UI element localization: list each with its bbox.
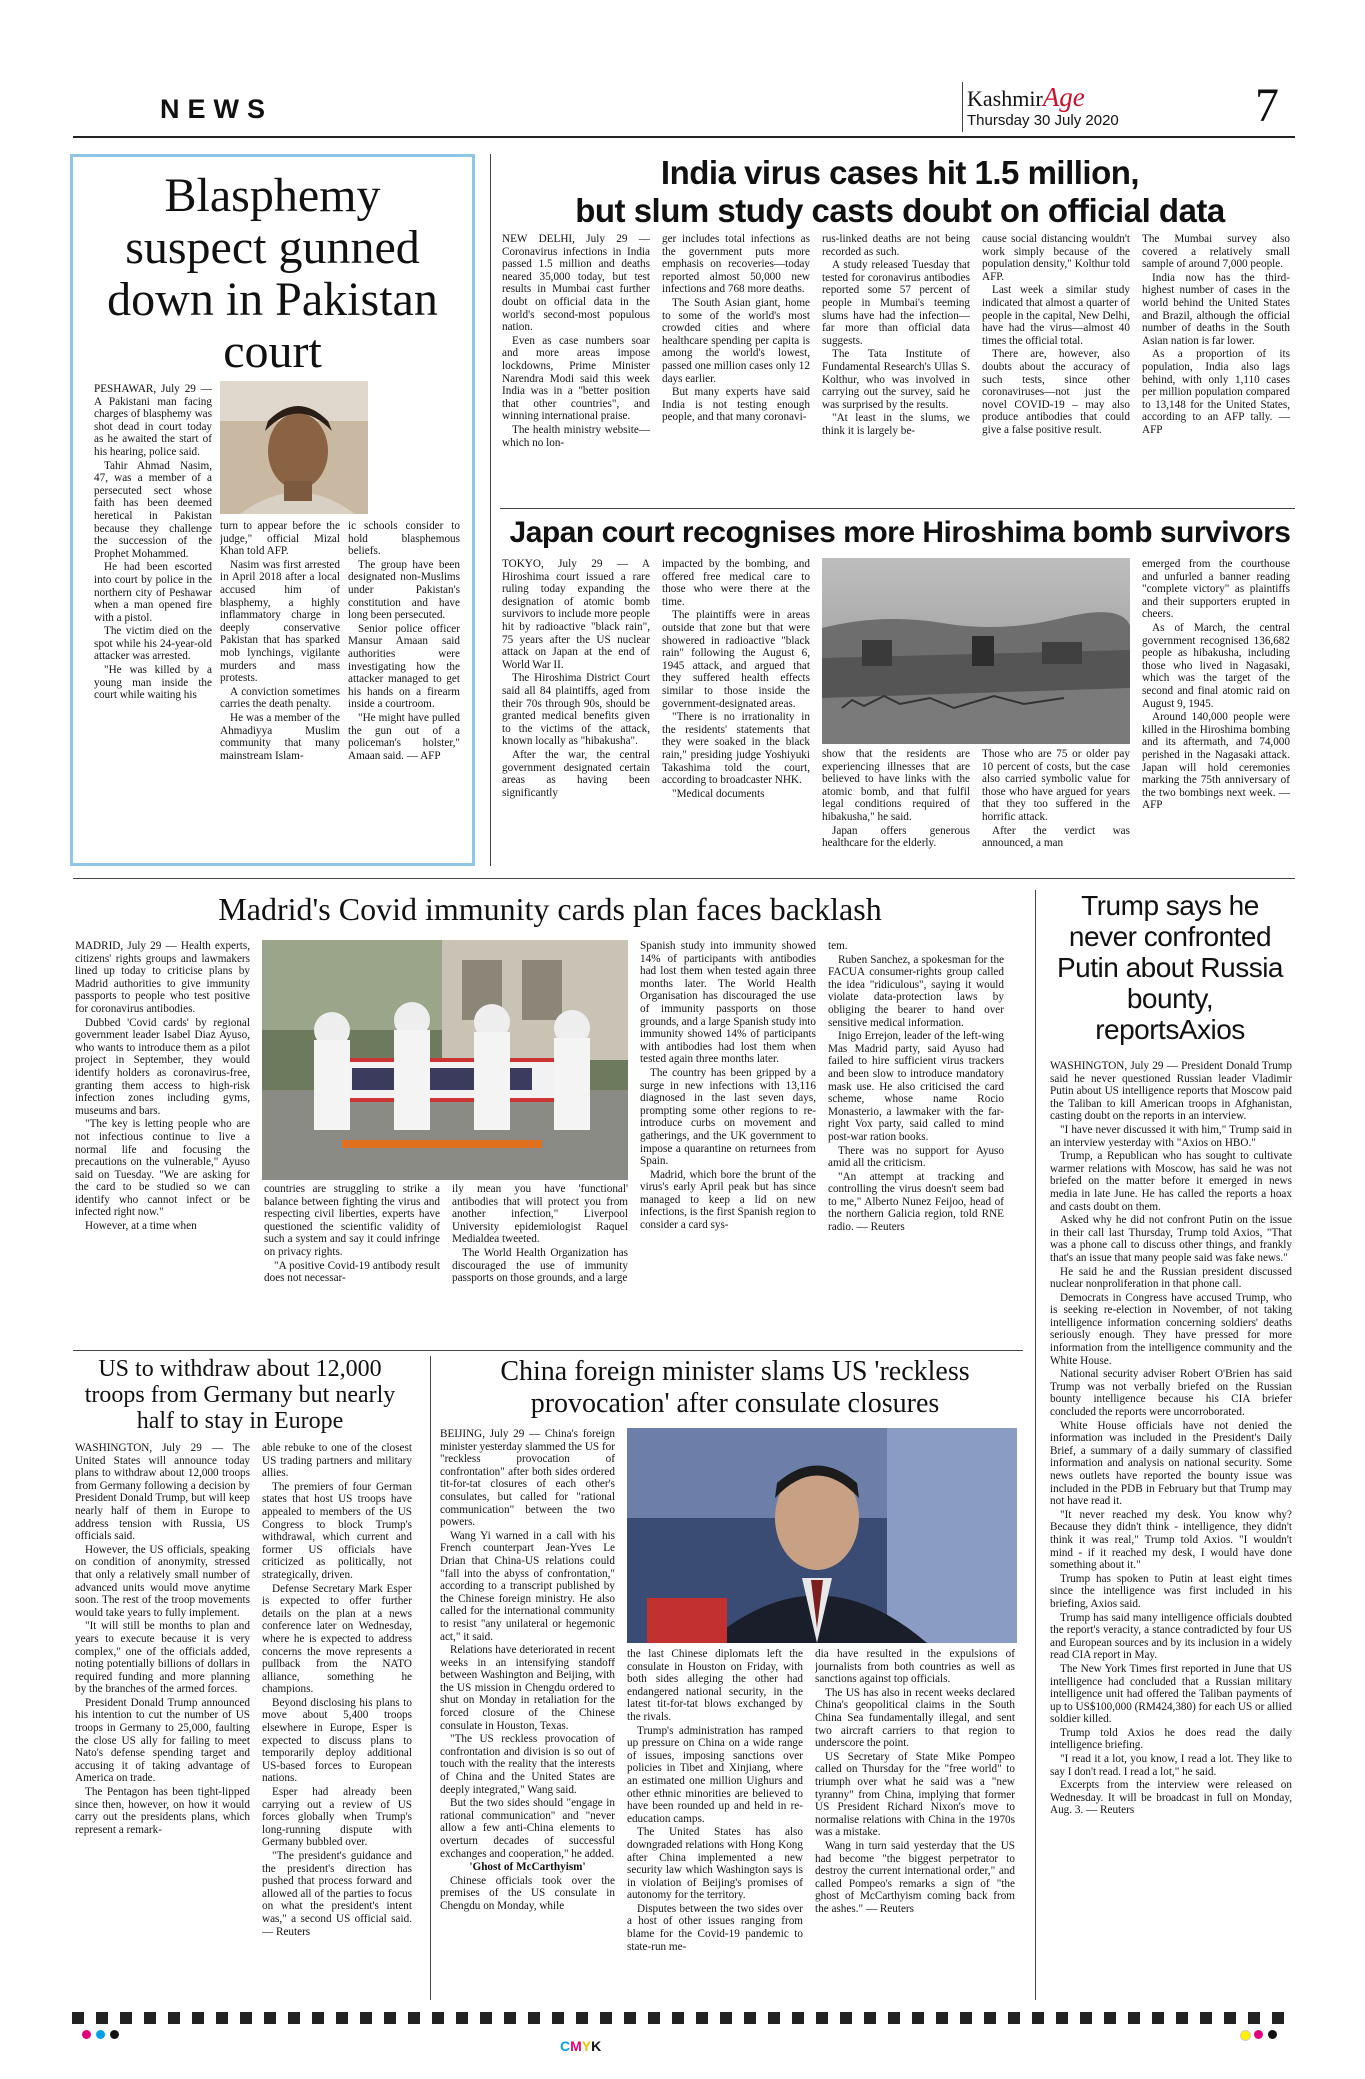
section-label: NEWS <box>160 94 273 124</box>
footer-bar <box>72 2012 1294 2024</box>
paragraph: The US has also in recent weeks declared China's geopolitical claims in the South China Sea fundamentally illegal, and sent two aircraft carriers to that region to underscore the point. <box>815 1686 1015 1750</box>
paragraph: The plaintiffs were in areas outside that zone but that were showered in radioactive "black rain" following the August 6, 1945 attack, and argued that they suffered health effects similar to those inside the government-designated areas. <box>662 609 810 710</box>
india-headline-2: but slum study casts doubt on official data <box>575 192 1225 229</box>
madrid-col-4 <box>640 940 816 1338</box>
paragraph: Beyond disclosing his plans to move about 5,400 troops elsewhere in Europe, Esper is expected to discuss plans to temporarily deploy additional US-based forces to European nations. <box>262 1696 412 1785</box>
paragraph: "It will still be months to plan and years to execute because it is very complex," one of the officials added, noting potentially billions of dollars in required funding and more planning by the branches of the armed forces. <box>75 1620 250 1696</box>
cmyk-y: Y <box>581 2038 592 2054</box>
blasphemy-photo <box>220 381 368 514</box>
paragraph: "He was killed by a young man inside the court while waiting his <box>94 664 212 702</box>
paragraph: Chinese officials took over the premises of the US consulate in Chengdu on Monday, while <box>440 1874 615 1912</box>
paragraph: The Hiroshima District Court said all 84 plaintiffs, aged from their 70s through 90s, should be granted medical benefits given to the victims of the attack, known locally as "hibakusha". <box>502 672 650 748</box>
paragraph: NEW DELHI, July 29 — Coronavirus infections in India passed 1.5 million and deaths neared 35,000 today, but test results in Mumbai cast further doubt on official data in the world's second-most populous nation. <box>502 233 650 334</box>
section-rule <box>73 1350 1023 1351</box>
paragraph: turn to appear before the judge," official Mizal Khan told AFP. <box>220 520 340 558</box>
registration-mark <box>110 2030 119 2039</box>
paragraph: countries are struggling to strike a balance between fighting the virus and respecting civil liberties, experts have questioned the scientific validity of such a system and say it could infringe on privacy rights. <box>264 1183 440 1258</box>
trump-col-1 <box>1050 1060 1292 1998</box>
paragraph: Asked why he did not confront Putin on the issue in their call last Thursday, Trump told Axios, "That was a phone call to discuss other things, and frankly that's an issue that many people said was fake news." <box>1050 1214 1292 1264</box>
paragraph: show that the residents are experiencing illnesses that are believed to have links with the atomic bomb, and that fulfil legal conditions required of hibakusha," he said. <box>822 748 970 823</box>
india-col-1 <box>502 233 650 493</box>
registration-mark <box>82 2030 91 2039</box>
paragraph: White House officials have not denied the information was included in the President's Daily Brief, a summary of a daily summary of classified information and analysis on national security. Some news outlets have reported the bounty issue was included in the PDB in February but that Trump may not have read it. <box>1050 1419 1292 1508</box>
paragraph: Trump, a Republican who has sought to cultivate warmer relations with Moscow, has said he was not briefed on the matter before it emerged in news media in late June. He has called the reports a hoax and casts doubt on them. <box>1050 1150 1292 1213</box>
paragraph: the last Chinese diplomats left the consulate in Houston on Friday, with both sides alleging the other had endangered national security, in the latest tit-for-tat blows exchanged by the rivals. <box>627 1648 803 1723</box>
us-germany-headline: US to withdraw about 12,000 troops from Germany but nearly half to stay in Europe <box>84 1356 396 1434</box>
paragraph: PESHAWAR, July 29 — A Pakistani man facing charges of blasphemy was shot dead in court today as he awaited the start of his hearing, police said. <box>94 383 212 458</box>
hiroshima-photo <box>822 558 1130 744</box>
paragraph: "It never reached my desk. You know why? Because they didn't think - intelligence, they didn't think it was real," Trump told Axios. "I wouldn't mind - if it reached my desk, I would have done something about it." <box>1050 1508 1292 1572</box>
japan-col-2 <box>662 558 810 858</box>
paragraph: MADRID, July 29 — Health experts, citizens' rights groups and lawmakers lined up today to criticise plans by Madrid authorities to give immunity passports to people who test positive for coronavirus antibodies. <box>75 940 250 1015</box>
paragraph: tem. <box>828 940 848 952</box>
paragraph: A study released Tuesday that tested for coronavirus antibodies reported some 57 percent of people in Mumbai's teeming slums have had the infection—far more than official data suggests. <box>822 259 970 347</box>
india-col-3 <box>822 233 970 493</box>
paragraph: He had been escorted into court by police in the northern city of Peshawar when a man opened fire with a pistol. <box>94 561 212 624</box>
brand-left: Kashmir <box>967 86 1043 111</box>
column-divider <box>490 154 491 866</box>
china-col-1 <box>440 1428 615 1998</box>
paragraph: BEIJING, July 29 — China's foreign minister yesterday slammed the US for "reckless provocation of confrontation" after both sides ordered tit-for-tat closures of each other's consulates, but called for "rational communication" between the two powers. <box>440 1428 615 1529</box>
paragraph: Relations have deteriorated in recent weeks in an intensifying standoff between Washington and Beijing, with the US mission in Chengdu ordered to shut on Monday in retaliation for the forced closure of the Chinese consulate in Houston, Texas. <box>440 1644 615 1732</box>
india-col-5 <box>1142 233 1290 493</box>
india-col-4 <box>982 233 1130 493</box>
paragraph: Madrid, which bore the brunt of the virus's early April peak but has since managed to keep a lid on new infections, is the first Spanish region to consider a card sys- <box>640 1168 816 1232</box>
paragraph: ic schools consider to hold blasphemous beliefs. <box>348 520 460 558</box>
paragraph: WASHINGTON, July 29 — The United States will announce today plans to withdraw about 12,000 troops from Germany following a decision by President Donald Trump, but will keep nearly half of them in Europe to address tension with Russia, US officials said. <box>75 1442 250 1543</box>
cmyk-label <box>560 2038 601 2054</box>
paragraph: Dubbed 'Covid cards' by regional government leader Isabel Diaz Ayuso, who wants to introduce them as a pilot project in September, they would identify holders as coronavirus-free, granting them access to high-risk infection zones including gyms, museums and bars. <box>75 1016 250 1117</box>
header-rule <box>73 136 1295 138</box>
paragraph: He was a member of the Ahmadiyya Muslim community that many mainstream Islam- <box>220 711 340 762</box>
paragraph: "He might have pulled the gun out of a policeman's holster," Amaan said. — AFP <box>348 711 460 762</box>
china-headline-1: China foreign minister slams US 'reckless <box>500 1356 970 1387</box>
paragraph: Trump's administration has ramped up pressure on China on a wide range of issues, imposing sanctions over policies in Tibet and Xinjiang, where an estimated one million Uighurs and other ethnic minorities are believed to have been rounded up and held in re-education camps. <box>627 1724 803 1825</box>
paragraph: After the verdict was announced, a man <box>982 824 1130 850</box>
paragraph: 'Ghost of McCarthyism' <box>469 1861 586 1874</box>
paragraph: Democrats in Congress have accused Trump, who is seeking re-election in November, of not taking intelligence information concerning soldiers' deaths seriously enough. They have pressed for more information from the intelligence community and the White House. <box>1050 1291 1292 1367</box>
paragraph: "An attempt at tracking and controlling the virus doesn't seem bad to me," Alberto Nunez Feijoo, head of the northern Galicia region, told RNE radio. — Reuters <box>828 1170 1004 1234</box>
madrid-col-1 <box>75 940 250 1338</box>
cmyk-k: K <box>591 2038 602 2054</box>
paragraph: "Medical documents <box>672 787 765 800</box>
paragraph: emerged from the courthouse and unfurled a banner reading "complete victory" as plaintiffs and their supporters erupted in cheers. <box>1142 558 1290 621</box>
paragraph: The victim died on the spot while his 24-year-old attacker was arrested. <box>94 625 212 663</box>
paragraph: Senior police officer Mansur Amaan said authorities were investigating how the attacker managed to get his hands on a firearm inside a courtroom. <box>348 622 460 711</box>
paragraph: A conviction sometimes carries the death penalty. <box>220 685 340 711</box>
paragraph: Excerpts from the interview were released on Wednesday. It will be broadcast in full on Monday, Aug. 3. — Reuters <box>1050 1779 1292 1817</box>
us-germany-col-2 <box>262 1442 412 1998</box>
madrid-col-5 <box>828 940 1004 1338</box>
cmyk-m: M <box>570 2038 582 2054</box>
paragraph: "I read it a lot, you know, I read a lot. They like to say I don't read. I read a lot," he said. <box>1050 1753 1292 1778</box>
registration-mark <box>1268 2030 1277 2039</box>
paragraph: The premiers of four German states that host US troops have appealed to members of the US Congress to block Trump's withdrawal, which current and former US officials have criticized as politically, not strategically, driven. <box>262 1480 412 1581</box>
paragraph: cause social distancing wouldn't work simply because of the population density," Kolthur told AFP. <box>982 233 1130 283</box>
column-divider <box>1035 890 1036 2000</box>
paragraph: But the two sides should "engage in rational communication" and "never allow a few anti-China elements to overturn decades of successful exchanges and cooperation," he added. <box>440 1797 615 1860</box>
japan-col-5 <box>1142 558 1290 858</box>
india-col-2 <box>662 233 810 493</box>
madrid-col-2 <box>264 1183 440 1338</box>
paragraph: But many experts have said India is not testing enough people, and that many coronavi- <box>662 386 810 424</box>
paragraph: Even as case numbers soar and more areas impose lockdowns, Prime Minister Narendra Modi said this week India was in a "better position that other countries", and winning international praise. <box>502 334 650 423</box>
paragraph: The New York Times first reported in June that US intelligence had concluded that a Russian military intelligence unit had offered the Taliban payments of up to US$100,000 (RM424,380) for each US or allied soldier killed. <box>1050 1662 1292 1726</box>
paragraph: dia have resulted in the expulsions of journalists from both countries as well as sanctions against top officials. <box>815 1648 1015 1686</box>
china-headline-2: provocation' after consulate closures <box>530 1388 940 1419</box>
paragraph: US Secretary of State Mike Pompeo called on Thursday for the "free world" to triumph over what he said was a "new tyranny" from China, implying that former US President Richard Nixon's move to normalise relations with China in the 1970s was a mistake. <box>815 1750 1015 1839</box>
us-germany-col-1 <box>75 1442 250 1998</box>
paragraph: There was no support for Ayuso amid all the criticism. <box>828 1144 1004 1170</box>
paragraph: However, at a time when <box>85 1220 197 1233</box>
paragraph: "I have never discussed it with him," Trump said in an interview yesterday with "Axios on HBO." <box>1050 1123 1292 1149</box>
cmyk-c: C <box>560 2038 571 2054</box>
paragraph: However, the US officials, speaking on condition of anonymity, stressed that only a relatively small number of advanced units would move anytime soon. The rest of the troop movements would take years to fully implement. <box>75 1543 250 1619</box>
paragraph: ger includes total infections as the government puts more emphasis on recoveries—today reported almost 50,000 new infections and 768 more deaths. <box>662 233 810 296</box>
paragraph: President Donald Trump announced his intention to cut the number of US troops in Germany to 25,000, faulting the close US ally for failing to meet Nato's defense spending target and accusing it of taking advantage of America on trade. <box>75 1696 250 1785</box>
paragraph: He said he and the Russian president discussed nuclear nonproliferation in that phone call. <box>1050 1265 1292 1291</box>
paragraph: The Pentagon has been tight-lipped since then, however, on how it would carry out the presidents plans, which represent a remark- <box>75 1786 250 1836</box>
trump-headline: Trump says he never confronted Putin about Russia bounty, reportsAxios <box>1056 890 1284 1045</box>
paragraph: Disputes between the two sides over a host of other issues ranging from blame for the Covid-19 pandemic to state-run me- <box>627 1902 803 1953</box>
blasphemy-col-1 <box>94 383 212 853</box>
paragraph: The country has been gripped by a surge in new infections with 13,116 diagnosed in the last seven days, prompting some other regions to re-introduce curbs on movement and gatherings, and the UK government to impose a quarantine on returnees from Spain. <box>640 1066 816 1168</box>
paragraph: The health ministry website—which no lon- <box>502 423 650 449</box>
paragraph: WASHINGTON, July 29 — President Donald Trump said he never questioned Russian leader Vladimir Putin about US intelligence reports that Moscow paid the Taliban to kill American troops in Afghanistan, casting doubt on the reports in an interview. <box>1050 1060 1292 1123</box>
paragraph: rus-linked deaths are not being recorded as such. <box>822 233 970 258</box>
paragraph: The United States has also downgraded relations with Hong Kong after China implemented a new security law which Washington says is in violation of Beijing's promises of autonomy for the territory. <box>627 1826 803 1902</box>
paragraph: Wang Yi warned in a call with his French counterpart Jean-Yves Le Drian that China-US relations could "fall into the abyss of confrontation," according to a transcript published by the Chinese foreign ministry. He also called for the international community to resist "any unilateral or hegemonic act," it said. <box>440 1529 615 1643</box>
paragraph: "There is no irrationality in the residents' statements that they were soaked in the black rain," presiding judge Yoshiyuki Takashima told the court, according to broadcaster NHK. <box>662 711 810 787</box>
header-divider <box>962 82 963 132</box>
india-headline-1: India virus cases hit 1.5 million, <box>660 154 1140 191</box>
paragraph: "At least in the slums, we think it is largely be- <box>822 412 970 437</box>
paragraph: ily mean you have 'functional' antibodies that will protect you from another infection," Liverpool University epidemiologist Raquel Medialdea tweeted. <box>452 1183 628 1246</box>
paragraph: Last week a similar study indicated that almost a quarter of people in the capital, New Delhi, have had the virus—almost 40 times the official total. <box>982 284 1130 347</box>
paragraph: Trump has spoken to Putin at least eight times since the intelligence was first included in his briefing, Axios said. <box>1050 1572 1292 1610</box>
registration-mark <box>96 2030 105 2039</box>
paragraph: After the war, the central government designated certain areas as having been significantly <box>502 748 650 799</box>
paragraph: Trump told Axios he does read the daily intelligence briefing. <box>1050 1726 1292 1752</box>
paragraph: Wang in turn said yesterday that the US had become "the biggest perpetrator to destroy the current international order," and called Pompeo's remarks a sign of "the ghost of McCarthyism coming back from the ashes." — Reuters <box>815 1839 1015 1915</box>
paragraph: As of March, the central government recognised 136,682 people as hibakusha, including those who lived in Nagasaki, which was the target of the second and final atomic raid on August 9, 1945. <box>1142 621 1290 710</box>
paragraph: Defense Secretary Mark Esper is expected to offer further details on the plan at a news conference later on Wednesday, where he is expected to address concerns the move represents a pullback from the NATO alliance, something he champions. <box>262 1582 412 1696</box>
paragraph: "The president's guidance and the president's direction has pushed that process forward and allowed all of the parties to focus on what the president's intent was," a second US official said. — Reuters <box>262 1850 412 1938</box>
paragraph: The Tata Institute of Fundamental Research's Ullas S. Kolthur, who was involved in carrying out the survey, said he was surprised by the results. <box>822 348 970 411</box>
registration-mark <box>1240 2030 1251 2041</box>
paragraph: Ruben Sanchez, a spokesman for the FACUA consumer-rights group called the idea "ridiculous", saying it would violate data-protection laws by obliging the bearer to hand over sensitive medical information. <box>828 953 1004 1029</box>
paragraph: National security adviser Robert O'Brien has said Trump was not verbally briefed on the Russian bounty intelligence because his CIA briefer concluded the reports were uncorroborated. <box>1050 1368 1292 1419</box>
paragraph: The group have been designated non-Muslims under Pakistan's constitution and have long been persecuted. <box>348 558 460 622</box>
column-divider <box>430 1356 431 2000</box>
section-rule <box>500 508 1295 509</box>
japan-col-1 <box>502 558 650 858</box>
page-number: 7 <box>1255 79 1279 132</box>
paragraph: Spanish study into immunity showed 14% of participants with antibodies had lost them when tested again three months later. The World Health Organisation has discouraged the use of immunity passports on those grounds, and a large Spanish study into immunity showed 14% of participants with antibodies had lost them when tested again three months later. <box>640 940 816 1066</box>
japan-col-3 <box>822 748 970 858</box>
registration-mark <box>1254 2030 1263 2039</box>
paragraph: TOKYO, July 29 — A Hiroshima court issued a rare ruling today expanding the designation of atomic bomb survivors to include more people hit by radioactive "black rain", 75 years after the US nuclear attack on Japan at the end of World War II. <box>502 558 650 671</box>
paragraph: Japan offers generous healthcare for the elderly. <box>822 824 970 850</box>
japan-col-4 <box>982 748 1130 858</box>
issue-date: Thursday 30 July 2020 <box>967 112 1119 129</box>
paragraph: The South Asian giant, home to some of the world's most crowded cities and where healthcare spending per capita is among the world's lowest, passed one million cases only 12 days earlier. <box>662 296 810 385</box>
paragraph: "A positive Covid-19 antibody result does not necessar- <box>264 1259 440 1285</box>
paragraph: "The US reckless provocation of confrontation and division is so out of touch with the reality that the interests of China and the United States are deeply integrated," Wang said. <box>440 1733 615 1796</box>
paragraph: impacted by the bombing, and offered free medical care to those who were there at the time. <box>662 558 810 608</box>
madrid-photo <box>262 940 628 1180</box>
paragraph: Those who are 75 or older pay 10 percent of costs, but the case also carried symbolic value for those who have argued for years that they too suffered in the horrific attack. <box>982 748 1130 823</box>
blasphemy-headline: Blasphemy suspect gunned down in Pakistan court <box>107 169 438 378</box>
brand-right: Age <box>1042 82 1085 112</box>
japan-headline: Japan court recognises more Hiroshima bomb survivors <box>509 516 1291 549</box>
paragraph: The Mumbai survey also covered a relatively small sample of around 7,000 people. <box>1142 233 1290 271</box>
paragraph: Nasim was first arrested in April 2018 after a local accused him of blasphemy, a highly inflammatory charge in deeply conservative Pakistan that has sparked mob lynchings, vigilante murders and mass protests. <box>220 558 340 685</box>
paragraph: Inigo Errejon, leader of the left-wing Mas Madrid party, said Ayuso had failed to hire sufficient virus trackers and been slow to introduce mandatory mask use. He also criticised the card scheme, whose name Rocio Monasterio, a lawmaker with the far-right Vox party, said called to mind post-war ration books. <box>828 1030 1004 1143</box>
madrid-col-3 <box>452 1183 628 1338</box>
paragraph: Trump has said many intelligence officials doubted the report's veracity, a stance contradicted by four US and European sources and by its inclusion in a widely read CIA report in May. <box>1050 1611 1292 1662</box>
paragraph: The World Health Organization has discouraged the use of immunity passports on those grounds, and a large <box>452 1246 628 1285</box>
wang-yi-photo <box>627 1428 1017 1643</box>
section-rule <box>73 878 1295 879</box>
paragraph: able rebuke to one of the closest US trading partners and military allies. <box>262 1442 412 1480</box>
paragraph: Esper had already been carrying out a review of US forces globally when Trump's long-running dispute with Germany bubbled over. <box>262 1786 412 1849</box>
paragraph: India now has the third-highest number of cases in the world behind the United States and Brazil, although the official number of deaths in the South Asian nation is far lower. <box>1142 271 1290 347</box>
paragraph: There are, however, also doubts about the accuracy of such tests, since other coronaviruses—not just the novel COVID-19 – may also produce antibodies that could give a false positive result. <box>982 348 1130 436</box>
paragraph: "The key is letting people who are not infectious continue to live a normal life and focusing the precautions on the vulnerable," Ayuso said on Tuesday. "We are asking for the card to be studied so we can identify who cannot infect or be infected right now." <box>75 1118 250 1219</box>
madrid-headline: Madrid's Covid immunity cards plan faces backlash <box>218 891 882 927</box>
blasphemy-col-2 <box>220 520 340 856</box>
china-col-2 <box>627 1648 803 1998</box>
paragraph: As a proportion of its population, India also lags behind, with only 1,110 cases per million population compared to 13,148 for the United States, according to an AFP tally. — AFP <box>1142 348 1290 436</box>
paragraph: Around 140,000 people were killed in the Hiroshima bombing and its aftermath, and 74,000 perished in the Nagasaki attack. Japan will hold ceremonies marking the 75th anniversary of the two bombings next week. — AFP <box>1142 711 1290 812</box>
china-col-3 <box>815 1648 1015 1998</box>
blasphemy-col-3 <box>348 520 460 856</box>
paragraph: Tahir Ahmad Nasim, 47, was a member of a persecuted sect whose faith has been deemed heretical in Pakistan because they challenge the succession of the Prophet Mohammed. <box>94 459 212 560</box>
